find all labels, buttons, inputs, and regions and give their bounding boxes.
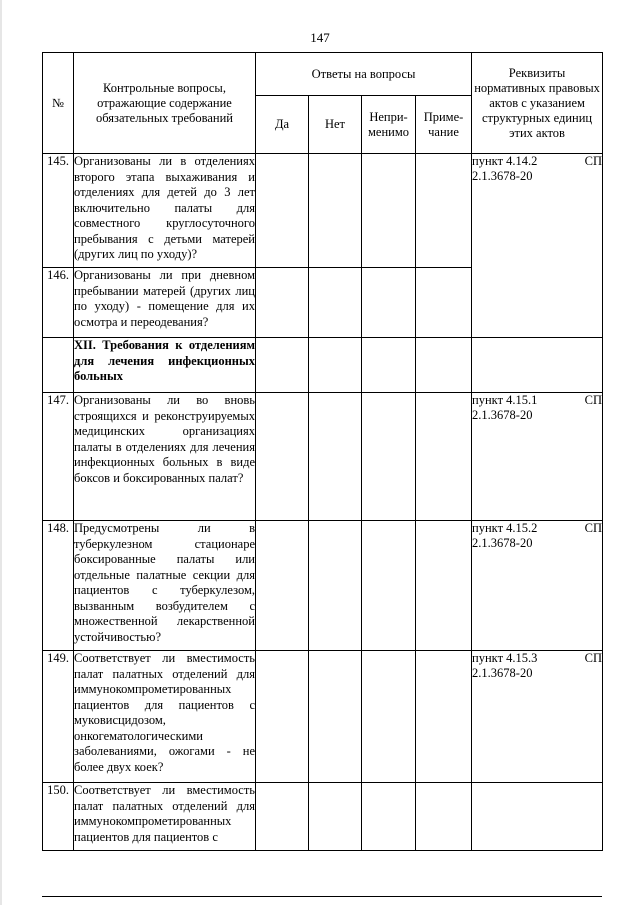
question-text: Соответствует ли вместимость палат палатных отделений для иммунокомпрометированных пациентов для пациентов с	[74, 783, 256, 851]
answer-yes-cell[interactable]	[256, 154, 309, 268]
answer-not-applicable-cell	[362, 338, 416, 393]
question-text: Соответствует ли вместимость палат палатных отделений для иммунокомпрометированных пациентов для пациентов с муковисцидозом, онкогематологическими заболеваниями, ожогами - не более двух коек?	[74, 651, 256, 783]
requisite-sp: СП	[584, 651, 603, 665]
header-answer-note: Приме-чание	[416, 96, 472, 154]
question-text: Организованы ли в отделениях второго этапа выхаживания и отделениях для детей до 3 лет включительно палаты для совместного круглосуточного пребывания с детьми матерей (других лиц по уходу)?	[74, 154, 256, 268]
answer-yes-cell[interactable]	[256, 393, 309, 521]
table-row	[43, 521, 603, 651]
answer-yes-cell[interactable]	[256, 783, 309, 851]
question-text: Предусмотрены ли в туберкулезном стационаре боксированные палаты или отдельные палатные секции для пациентов с туберкулезом, вызванным возбудителем с множественной лекарственной устойчивостью?	[74, 521, 256, 651]
answer-not-applicable-cell[interactable]	[362, 393, 416, 521]
row-number: 145.	[43, 154, 74, 268]
requisite-cell	[472, 338, 603, 393]
answer-not-applicable-cell[interactable]	[362, 651, 416, 783]
requisite-code: 2.1.3678-20	[472, 408, 533, 422]
answer-no-cell[interactable]	[309, 521, 362, 651]
requisite-point: пункт 4.15.2	[472, 521, 538, 535]
page-number: 147	[310, 30, 330, 45]
answer-yes-cell[interactable]	[256, 521, 309, 651]
answer-no-cell[interactable]	[309, 268, 362, 338]
answer-no-cell[interactable]	[309, 393, 362, 521]
answer-note-cell[interactable]	[416, 393, 472, 521]
question-text: Организованы ли при дневном пребывании матерей (других лиц по уходу) - помещение для их осмотра и переодевания?	[74, 268, 256, 338]
header-answer-not-applicable: Непри-менимо	[362, 96, 416, 154]
table-row	[43, 154, 603, 268]
answer-note-cell	[416, 338, 472, 393]
requisite-code: 2.1.3678-20	[472, 536, 533, 550]
answer-not-applicable-cell[interactable]	[362, 783, 416, 851]
page-bottom-rule	[42, 896, 602, 897]
table-row	[43, 393, 603, 521]
requisite-sp: СП	[584, 154, 603, 168]
answer-yes-cell[interactable]	[256, 268, 309, 338]
row-number: 149.	[43, 651, 74, 783]
answer-note-cell[interactable]	[416, 154, 472, 268]
checklist-table	[42, 52, 603, 851]
requisite-code: 2.1.3678-20	[472, 666, 533, 680]
answer-not-applicable-cell[interactable]	[362, 154, 416, 268]
table-row	[43, 651, 603, 783]
answer-note-cell[interactable]	[416, 268, 472, 338]
table-row	[43, 783, 603, 851]
answer-note-cell[interactable]	[416, 783, 472, 851]
answer-yes-cell[interactable]	[256, 651, 309, 783]
requisite-point: пункт 4.15.3	[472, 651, 538, 665]
row-number: 146.	[43, 268, 74, 338]
section-title: XII. Требования к отделениям для лечения инфекционных больных	[74, 338, 256, 393]
requisite-sp: СП	[584, 393, 603, 407]
answer-not-applicable-cell[interactable]	[362, 268, 416, 338]
row-number: 147.	[43, 393, 74, 521]
requisite-sp: СП	[584, 521, 603, 535]
answer-note-cell[interactable]	[416, 651, 472, 783]
header-requisites: Реквизиты нормативных правовых актов с указанием структурных единиц этих актов	[472, 53, 603, 154]
answer-yes-cell	[256, 338, 309, 393]
requisite-code: 2.1.3678-20	[472, 169, 533, 183]
answer-no-cell[interactable]	[309, 154, 362, 268]
row-number: 150.	[43, 783, 74, 851]
header-num: №	[43, 53, 74, 154]
header-answer-no: Нет	[309, 96, 362, 154]
requisite-cell	[472, 521, 603, 651]
requisite-point: пункт 4.15.1	[472, 393, 538, 407]
answer-no-cell[interactable]	[309, 651, 362, 783]
header-questions: Контрольные вопросы, отражающие содержание обязательных требований	[74, 53, 256, 154]
scan-edge	[0, 0, 2, 905]
answer-note-cell[interactable]	[416, 521, 472, 651]
header-answer-yes: Да	[256, 96, 309, 154]
requisite-cell	[472, 154, 603, 338]
question-text: Организованы ли во вновь строящихся и реконструируемых медицинских организациях палаты в отделениях для лечения инфекционных больных в виде боксов и боксированных палат?	[74, 393, 256, 521]
answer-no-cell	[309, 338, 362, 393]
row-number: 148.	[43, 521, 74, 651]
requisite-cell	[472, 651, 603, 783]
requisite-cell	[472, 783, 603, 851]
requisite-point: пункт 4.14.2	[472, 154, 538, 168]
row-number	[43, 338, 74, 393]
answer-not-applicable-cell[interactable]	[362, 521, 416, 651]
requisite-cell	[472, 393, 603, 521]
section-row	[43, 338, 603, 393]
header-answers-group: Ответы на вопросы	[256, 53, 472, 96]
answer-no-cell[interactable]	[309, 783, 362, 851]
